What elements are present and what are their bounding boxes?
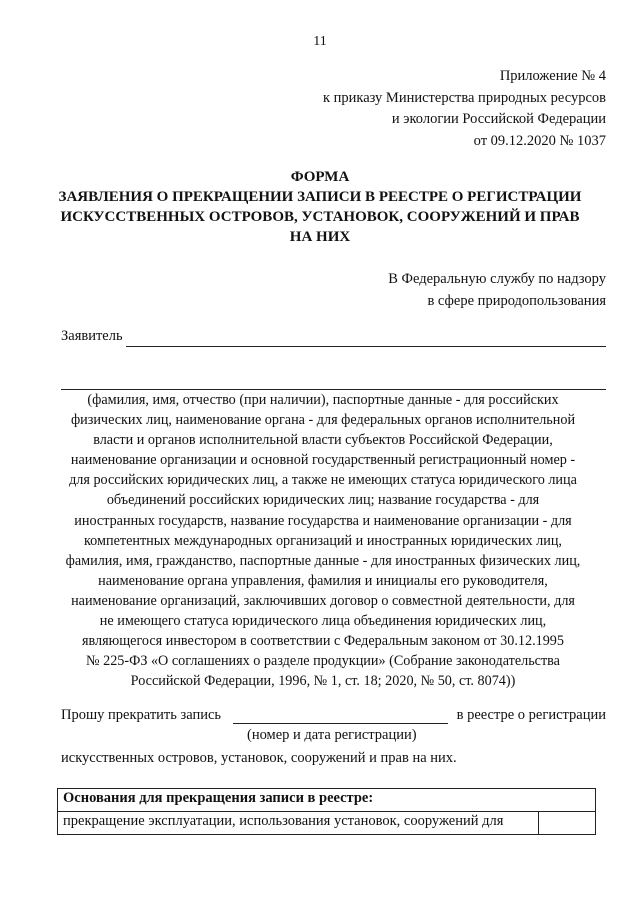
hint-line: физических лиц, наименование органа - для федеральных органов исполнительной [70,412,576,429]
recipient-line: В Федеральную службу по надзору [388,271,606,287]
table-header-cell: Основания для прекращения записи в реестре: [58,789,596,812]
title-line: ЗАЯВЛЕНИЯ О ПРЕКРАЩЕНИИ ЗАПИСИ В РЕЕСТРЕ О РЕГИСТРАЦИИ [58,189,582,205]
hint-line: наименование органа управления, фамилия и инициалы его руководителя, [98,572,548,589]
hint-line: (фамилия, имя, отчество (при наличии), паспортные данные - для российских [87,392,559,408]
hint-line: являющегося инвестором в соответствии с Федеральным законом от 30.12.1995 [82,633,564,650]
appendix-block [323,66,606,152]
hint-line: объединений российских юридических лиц; название государства - для [106,492,540,509]
basis-table [57,788,596,835]
form-title [40,167,600,247]
request-prefix: Прошу прекратить запись [61,707,222,723]
hint-line: Российской Федерации, 1996, № 1, ст. 18; 2020, № 50, ст. 8074)) [130,673,516,690]
table-header-row [58,789,596,812]
page-number: 11 [313,34,327,49]
applicant-hint [40,390,606,691]
title-line: НА НИХ [289,229,351,245]
hint-line: компетентных международных организаций и иностранных юридических лиц, [84,532,562,549]
table-cell-reason: прекращение эксплуатации, использования установок, сооружений для [58,812,539,835]
applicant-label: Заявитель [61,328,123,344]
table-cell-checkbox[interactable] [539,812,596,835]
title-line: ИСКУССТВЕННЫХ ОСТРОВОВ, УСТАНОВОК, СООРУЖЕНИЙ И ПРАВ [60,209,580,225]
hint-line: для российских юридических лиц, а также не имеющих статуса юридического лица [69,472,577,489]
table-row [58,812,596,835]
request-continuation: искусственных островов, установок, сооружений и прав на них. [61,750,457,766]
hint-line: иностранных государств, название государства и наименование организации - для [74,512,572,529]
applicant-input-line[interactable] [126,346,606,347]
appendix-line: от 09.12.2020 № 1037 [473,132,606,149]
title-line: ФОРМА [290,169,350,185]
recipient-block [388,269,606,312]
hint-line: власти и органов исполнительной власти субъектов Российской Федерации, [93,432,553,449]
hint-line: наименование организации и основной государственный регистрационный номер - [70,452,576,469]
hint-line: наименование организаций, заключивших договор о совместной деятельности, для [71,592,575,609]
registration-number-hint: (номер и дата регистрации) [247,727,417,743]
hint-line: фамилия, имя, гражданство, паспортные данные - для иностранных физических лиц, [65,552,581,569]
hint-line: не имеющего статуса юридического лица объединения юридических лиц, [99,613,547,630]
registration-number-input-line[interactable] [233,723,448,724]
hint-line: № 225-ФЗ «О соглашениях о разделе продукции» (Собрание законодательства [86,653,560,670]
appendix-line: и экологии Российской Федерации [391,111,606,127]
request-suffix: в реестре о регистрации [456,707,606,723]
appendix-line: к приказу Министерства природных ресурсов [322,89,606,106]
recipient-line: в сфере природопользования [427,292,606,309]
appendix-line: Приложение № 4 [499,68,606,84]
